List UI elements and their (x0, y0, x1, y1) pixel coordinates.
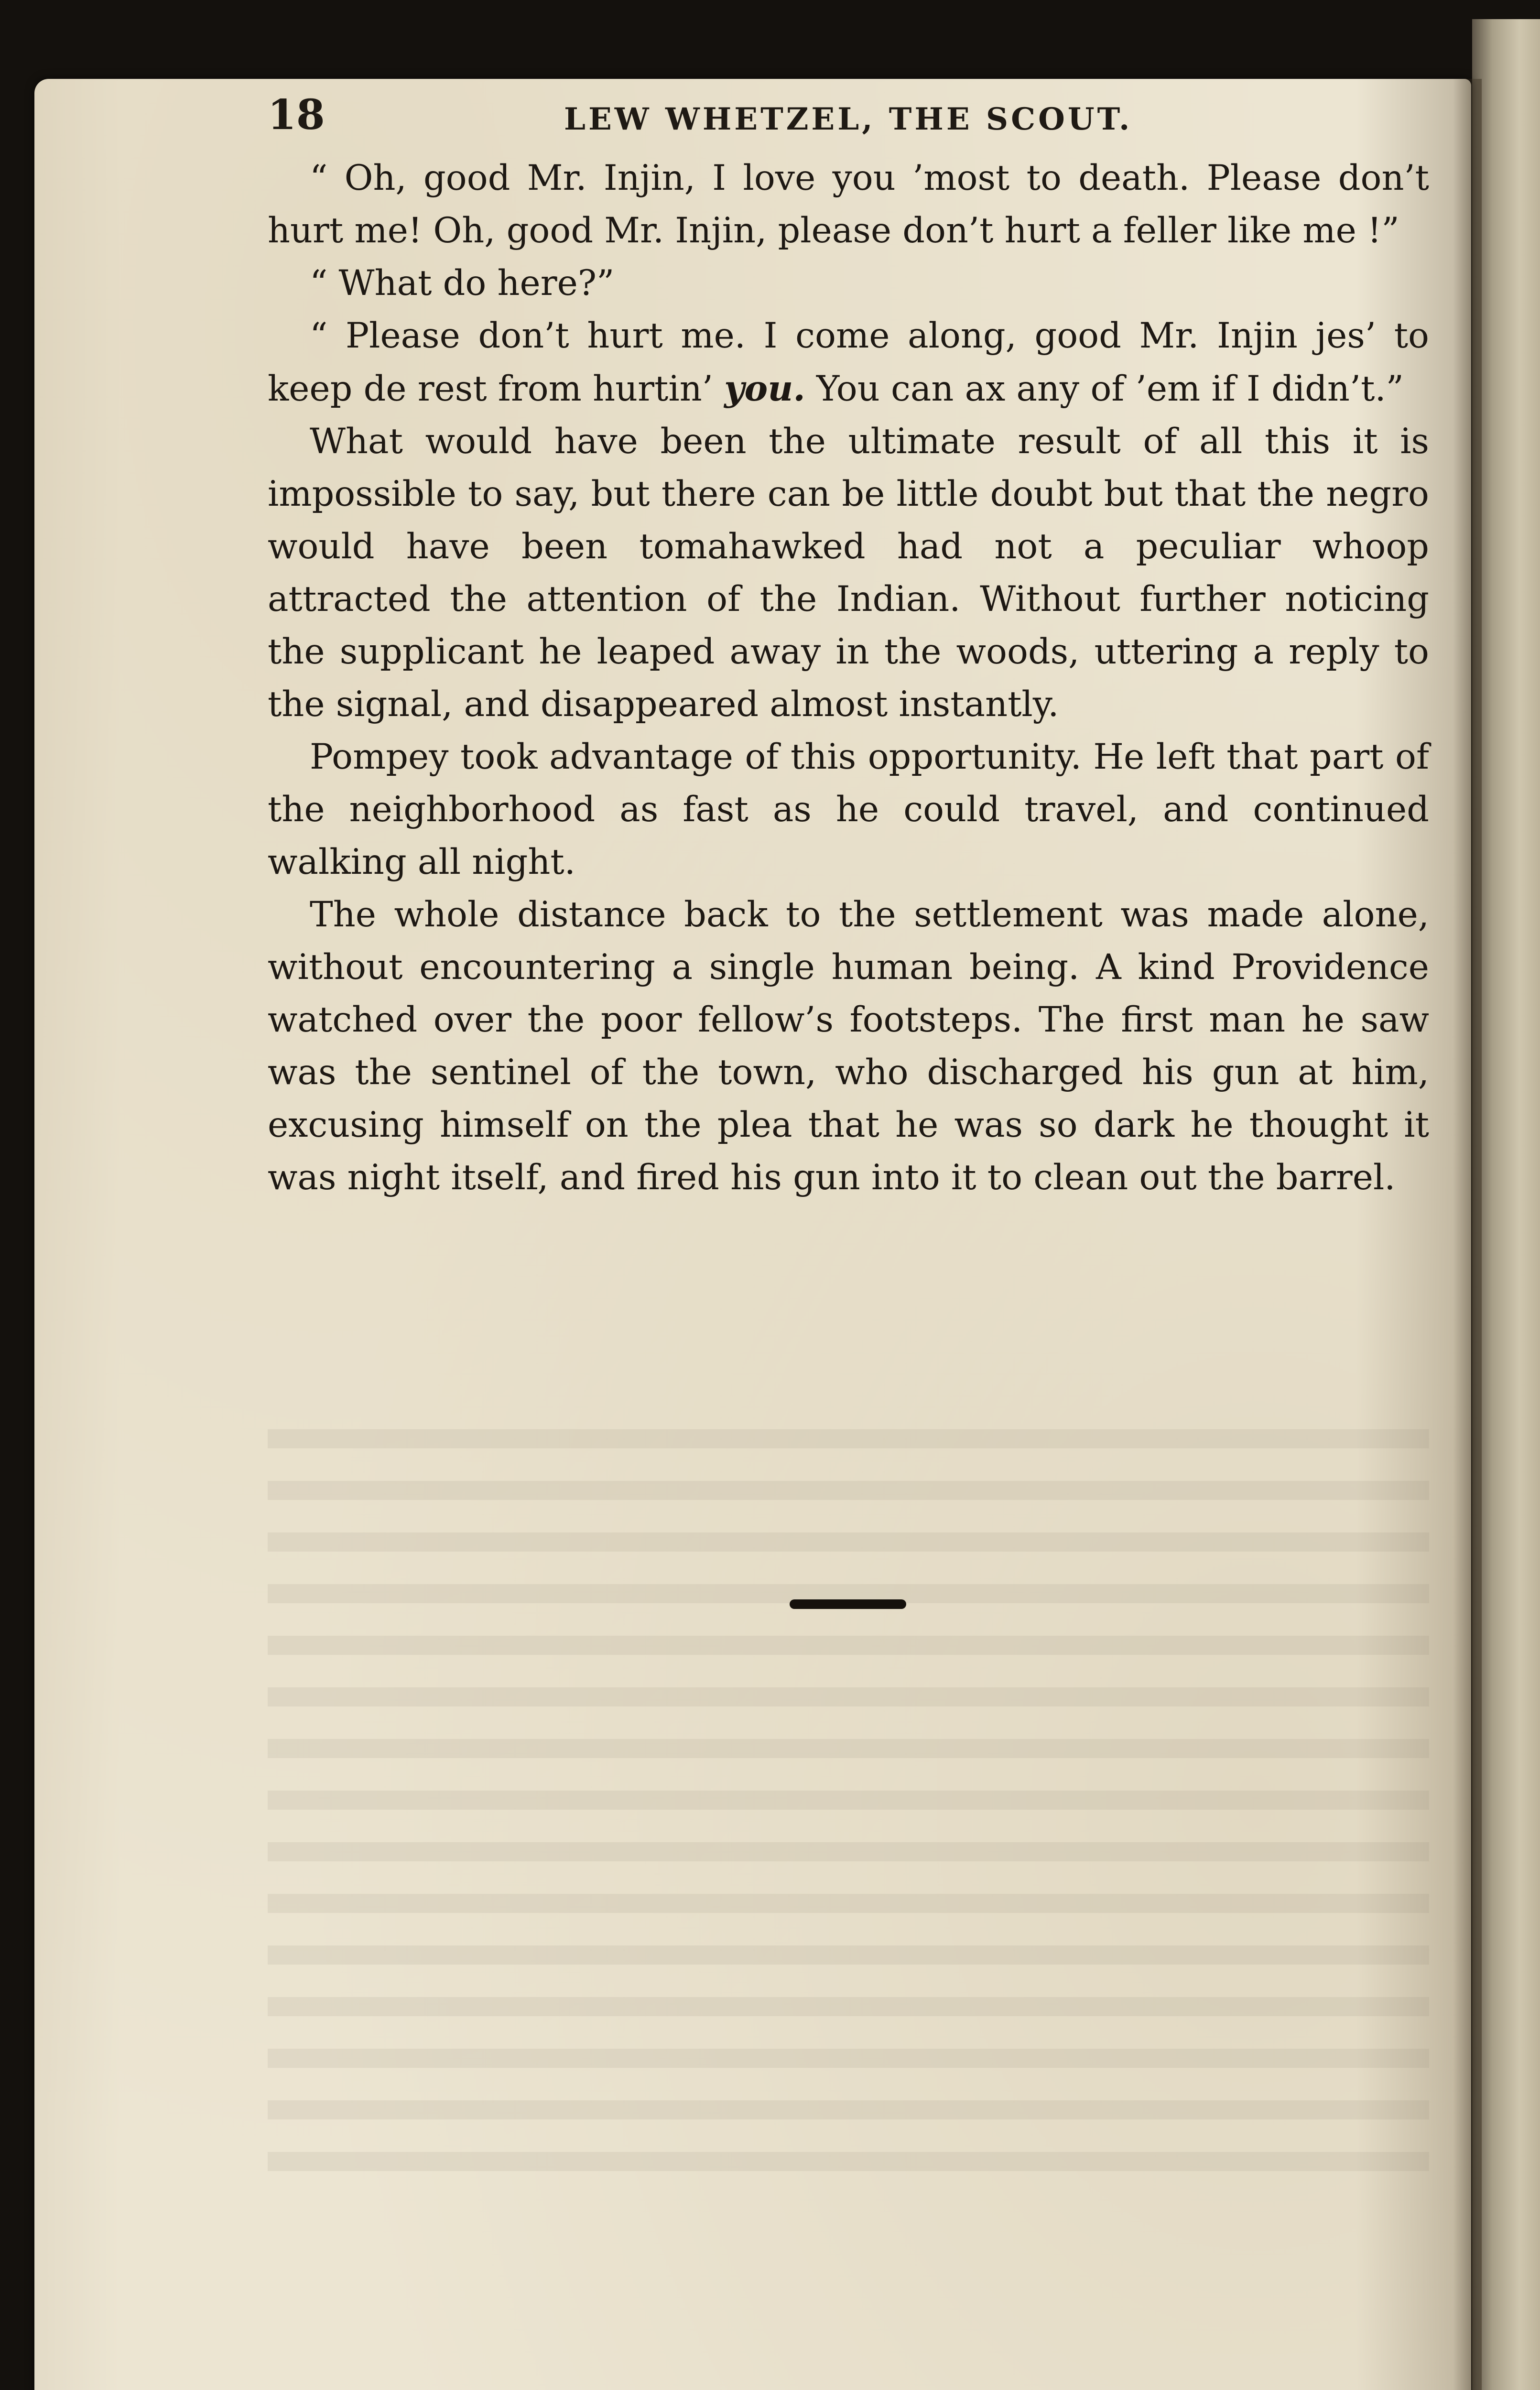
paragraph-5: Pompey took advantage of this opportunity. He left that part of the neighborhood as fast as he could travel, and continued walking all night. (268, 737, 1429, 882)
body-text (268, 152, 1429, 1204)
paragraph-3-start: “ Please don’t hurt me. I come along, good Mr. Injin jes’ to keep de rest from hurtin’ (268, 315, 1429, 409)
paragraph-3 (268, 310, 1429, 415)
page-number: 18 (268, 91, 325, 139)
reverse-side-show-through (268, 1429, 1429, 2194)
spine-shadow (1453, 79, 1482, 2390)
paragraph-3-end: You can ax any of ’em if I didn’t.” (805, 369, 1404, 409)
paragraph-4: What would have been the ultimate result of all this it is impossible to say, but there can be little doubt but that the negro would have been tomahawked had not a peculiar whoop attracted the attention of the Indian. Without further noticing the supplicant he leaped away in the woods, uttering a reply to the signal, and disappeared almost instantly. (268, 421, 1429, 725)
paragraph-1: “ Oh, good Mr. Injin, I love you ’most to death. Please don’t hurt me! Oh, good Mr. Injin, please don’t hurt a feller like me !” (268, 158, 1429, 251)
paragraph-2: “ What do here?” (310, 263, 615, 304)
adjacent-page-edge (1472, 19, 1540, 2390)
section-end-rule (790, 1599, 906, 1609)
emphasized-word: you. (724, 368, 805, 409)
paragraph-6: The whole distance back to the settlement was made alone, without encountering a single human being. A kind Providence watched over the poor fellow’s footsteps. The first man he saw was the sentinel of the town, who discharged his gun at him, excusing himself on the plea that he was so dark he thought it was night itself, and fired his gun into it to clean out the barrel. (268, 894, 1429, 1198)
running-title: LEW WHETZEL, THE SCOUT. (564, 101, 1133, 137)
